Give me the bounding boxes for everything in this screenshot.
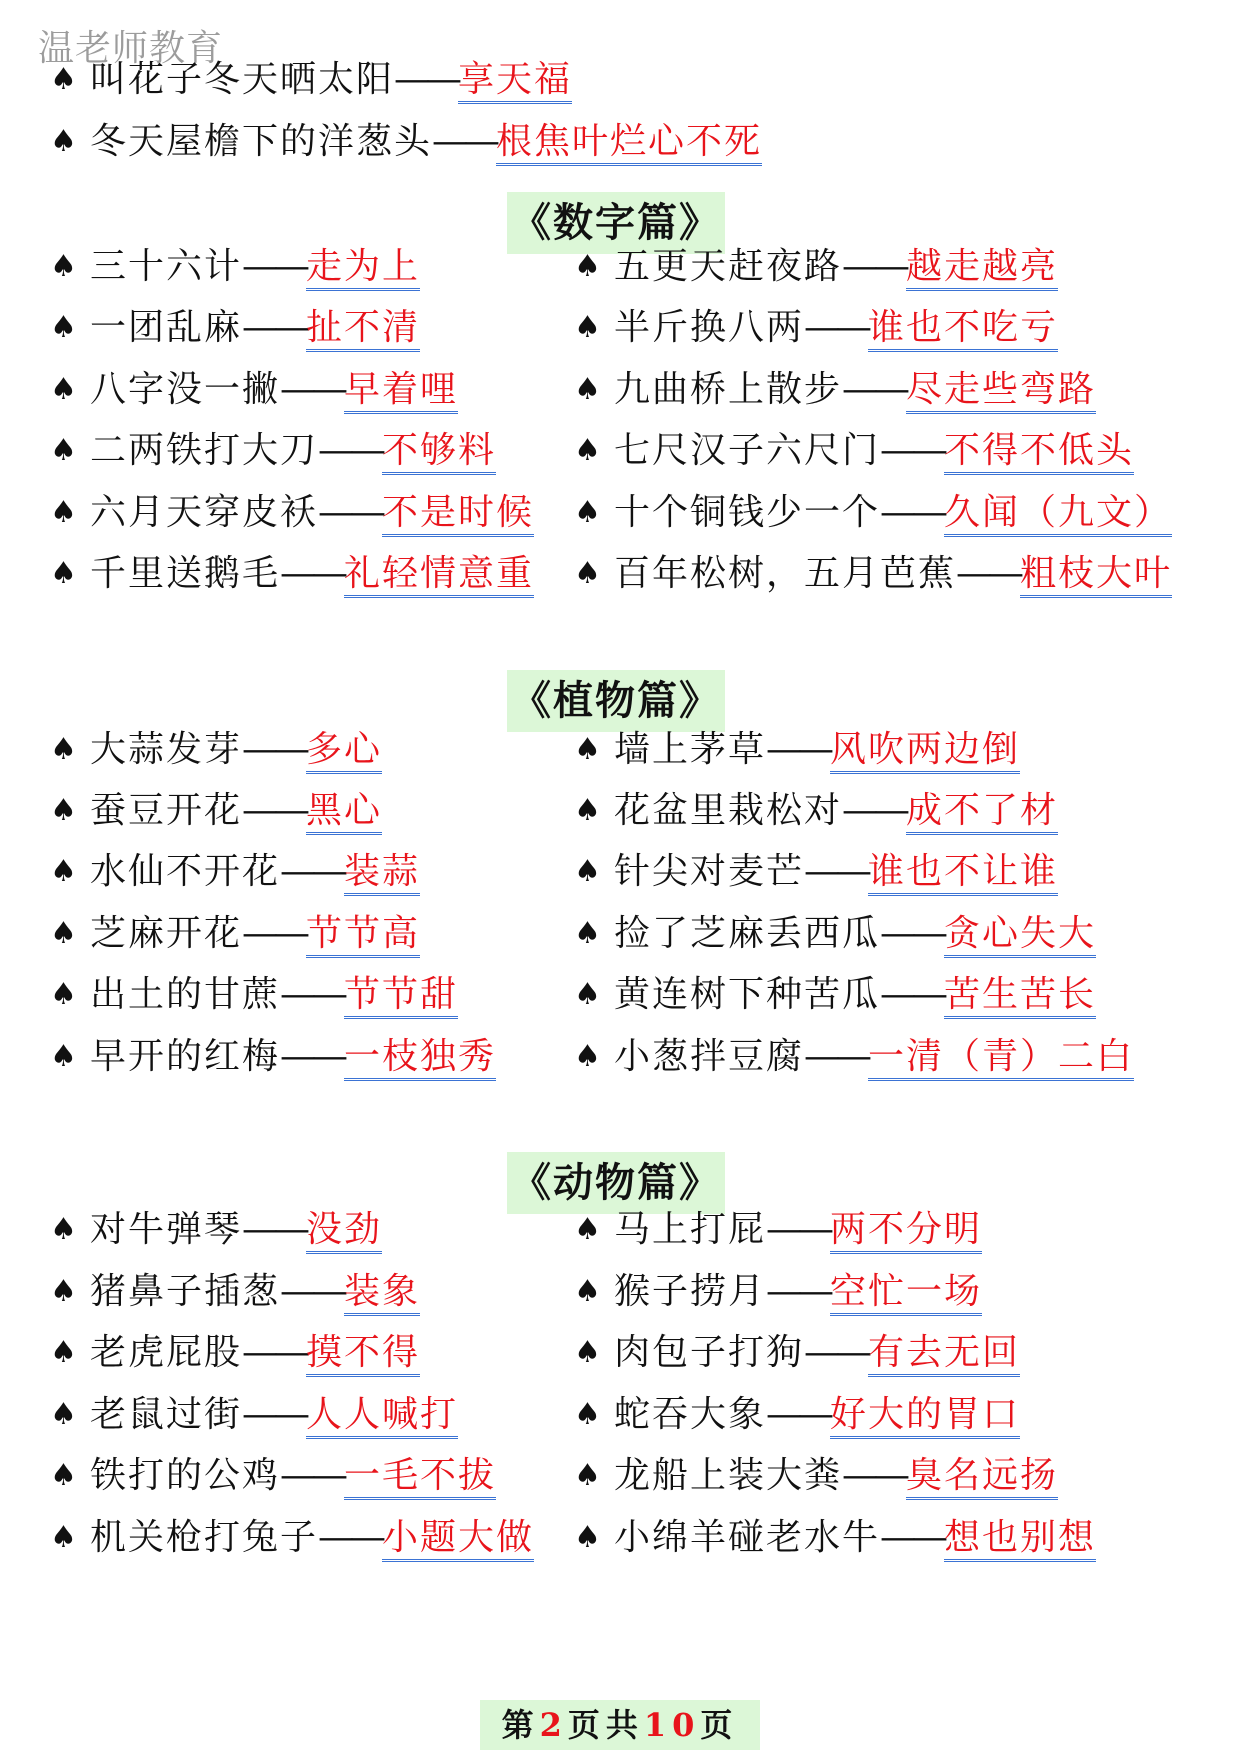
riddle-question: 大蒜发芽 — [90, 729, 243, 770]
dash-separator: —— — [804, 1332, 869, 1373]
riddle-item — [50, 852, 420, 892]
riddle-item — [574, 852, 1058, 892]
spade-icon: ♠ — [574, 916, 601, 951]
spade-icon: ♠ — [574, 854, 601, 889]
spade-icon: ♠ — [50, 495, 77, 530]
riddle-answer: 享天福 — [458, 59, 572, 104]
spade-icon: ♠ — [574, 495, 601, 530]
riddle-question: 二两铁打大刀 — [90, 430, 319, 471]
riddle-answer: 根焦叶烂心不死 — [496, 121, 762, 166]
riddle-item — [574, 1395, 1020, 1435]
riddle-answer: 礼轻情意重 — [344, 553, 534, 598]
riddle-answer: 一毛不拔 — [344, 1455, 496, 1500]
spade-icon: ♠ — [50, 1458, 77, 1493]
riddle-question: 七尺汉子六尺门 — [614, 430, 881, 471]
riddle-answer: 成不了材 — [906, 790, 1058, 835]
riddle-answer: 节节甜 — [344, 974, 458, 1019]
riddle-item — [574, 1518, 1096, 1558]
spade-icon: ♠ — [50, 1335, 77, 1370]
dash-separator: —— — [318, 430, 383, 471]
dash-separator: —— — [318, 1517, 383, 1558]
riddle-item — [50, 431, 496, 471]
riddle-item — [574, 370, 1096, 410]
riddle-question: 八字没一撇 — [90, 369, 281, 410]
riddle-question: 小绵羊碰老水牛 — [614, 1517, 881, 1558]
riddle-item — [50, 975, 458, 1015]
section-title: 《植物篇》 — [507, 670, 725, 732]
dash-separator: —— — [880, 430, 945, 471]
riddle-question: 蚕豆开花 — [90, 790, 243, 831]
dash-separator: —— — [242, 307, 307, 348]
riddle-question: 水仙不开花 — [90, 851, 281, 892]
riddle-answer: 小题大做 — [382, 1517, 534, 1562]
dash-separator: —— — [766, 1209, 831, 1250]
riddle-question: 百年松树，五月芭蕉 — [614, 553, 957, 594]
riddle-item — [50, 1518, 534, 1558]
total-pages: 10 — [643, 1706, 701, 1744]
riddle-answer: 谁也不让谁 — [868, 851, 1058, 896]
riddle-answer: 久闻（九文） — [944, 492, 1172, 537]
riddle-answer: 走为上 — [306, 246, 420, 291]
riddle-item — [574, 730, 1020, 770]
dash-separator: —— — [842, 246, 907, 287]
spade-icon: ♠ — [574, 249, 601, 284]
riddle-question: 黄连树下种苦瓜 — [614, 974, 881, 1015]
dash-separator: —— — [280, 369, 345, 410]
riddle-question: 出土的甘蔗 — [90, 974, 281, 1015]
riddle-item — [574, 1210, 982, 1250]
spade-icon: ♠ — [50, 1520, 77, 1555]
spade-icon: ♠ — [574, 1274, 601, 1309]
riddle-answer: 扯不清 — [306, 307, 420, 352]
footer-middle: 页共 — [567, 1706, 644, 1744]
riddle-item — [574, 914, 1096, 954]
riddle-question: 叫花子冬天晒太阳 — [90, 59, 395, 100]
riddle-question: 九曲桥上散步 — [614, 369, 843, 410]
riddle-item — [50, 247, 420, 287]
riddle-item — [574, 1037, 1134, 1077]
riddle-item — [50, 791, 382, 831]
riddle-question: 机关枪打兔子 — [90, 1517, 319, 1558]
riddle-item — [574, 308, 1058, 348]
riddle-answer: 早着哩 — [344, 369, 458, 414]
dash-separator: —— — [880, 913, 945, 954]
dash-separator: —— — [242, 1209, 307, 1250]
riddle-answer: 多心 — [306, 729, 382, 774]
riddle-item — [50, 1272, 420, 1312]
dash-separator: —— — [804, 307, 869, 348]
dash-separator: —— — [280, 1036, 345, 1077]
riddle-question: 马上打屁 — [614, 1209, 767, 1250]
page-number: 2 — [539, 1706, 568, 1744]
spade-icon: ♠ — [574, 310, 601, 345]
dash-separator: —— — [766, 1394, 831, 1435]
riddle-answer: 想也别想 — [944, 1517, 1096, 1562]
riddle-question: 肉包子打狗 — [614, 1332, 805, 1373]
dash-separator: —— — [880, 974, 945, 1015]
dash-separator: —— — [880, 1517, 945, 1558]
spade-icon: ♠ — [50, 62, 77, 97]
page-footer — [480, 1700, 760, 1750]
riddle-item — [50, 308, 420, 348]
riddle-answer: 空忙一场 — [830, 1271, 982, 1316]
riddle-question: 老虎屁股 — [90, 1332, 243, 1373]
section-title: 《动物篇》 — [507, 1152, 725, 1214]
dash-separator: —— — [280, 974, 345, 1015]
riddle-question: 墙上茅草 — [614, 729, 767, 770]
spade-icon: ♠ — [50, 249, 77, 284]
riddle-answer: 尽走些弯路 — [906, 369, 1096, 414]
dash-separator: —— — [280, 553, 345, 594]
dash-separator: —— — [242, 246, 307, 287]
spade-icon: ♠ — [50, 1212, 77, 1247]
riddle-answer: 不得不低头 — [944, 430, 1134, 475]
spade-icon: ♠ — [574, 1212, 601, 1247]
riddle-answer: 臭名远扬 — [906, 1455, 1058, 1500]
riddle-answer: 摸不得 — [306, 1332, 420, 1377]
dash-separator: —— — [804, 851, 869, 892]
riddle-item — [574, 1456, 1058, 1496]
riddle-answer: 一清（青）二白 — [868, 1036, 1134, 1081]
riddle-question: 猴子捞月 — [614, 1271, 767, 1312]
riddle-question: 冬天屋檐下的洋葱头 — [90, 121, 433, 162]
spade-icon: ♠ — [574, 556, 601, 591]
spade-icon: ♠ — [574, 1520, 601, 1555]
riddle-question: 一团乱麻 — [90, 307, 243, 348]
spade-icon: ♠ — [50, 916, 77, 951]
spade-icon: ♠ — [574, 1039, 601, 1074]
riddle-question: 半斤换八两 — [614, 307, 805, 348]
spade-icon: ♠ — [50, 1274, 77, 1309]
watermark: 温老师教育 — [38, 28, 224, 69]
riddle-answer: 没劲 — [306, 1209, 382, 1254]
riddle-item — [574, 791, 1058, 831]
spade-icon: ♠ — [50, 372, 77, 407]
dash-separator: —— — [242, 1394, 307, 1435]
spade-icon: ♠ — [50, 310, 77, 345]
spade-icon: ♠ — [50, 1039, 77, 1074]
section-title: 《数字篇》 — [507, 192, 725, 254]
spade-icon: ♠ — [574, 433, 601, 468]
riddle-question: 早开的红梅 — [90, 1036, 281, 1077]
spade-icon: ♠ — [574, 1397, 601, 1432]
riddle-answer: 装蒜 — [344, 851, 420, 896]
riddle-question: 五更天赶夜路 — [614, 246, 843, 287]
riddle-item — [574, 1272, 982, 1312]
riddle-item — [574, 975, 1096, 1015]
riddle-answer: 黑心 — [306, 790, 382, 835]
riddle-item — [50, 60, 572, 100]
dash-separator: —— — [842, 1455, 907, 1496]
spade-icon: ♠ — [50, 556, 77, 591]
riddle-question: 对牛弹琴 — [90, 1209, 243, 1250]
spade-icon: ♠ — [50, 124, 77, 159]
riddle-question: 蛇吞大象 — [614, 1394, 767, 1435]
riddle-question: 老鼠过街 — [90, 1394, 243, 1435]
dash-separator: —— — [842, 369, 907, 410]
riddle-item — [50, 554, 534, 594]
riddle-answer: 好大的胃口 — [830, 1394, 1020, 1439]
riddle-answer: 越走越亮 — [906, 246, 1058, 291]
dash-separator: —— — [880, 492, 945, 533]
spade-icon: ♠ — [50, 977, 77, 1012]
riddle-item — [50, 370, 458, 410]
dash-separator: —— — [766, 1271, 831, 1312]
dash-separator: —— — [394, 59, 459, 100]
riddle-question: 千里送鹅毛 — [90, 553, 281, 594]
spade-icon: ♠ — [574, 977, 601, 1012]
riddle-answer: 节节高 — [306, 913, 420, 958]
riddle-question: 猪鼻子插葱 — [90, 1271, 281, 1312]
riddle-item — [50, 1037, 496, 1077]
spade-icon: ♠ — [50, 433, 77, 468]
dash-separator: —— — [242, 790, 307, 831]
footer-suffix: 页 — [700, 1706, 739, 1744]
riddle-question: 龙船上装大粪 — [614, 1455, 843, 1496]
riddle-item — [574, 247, 1058, 287]
dash-separator: —— — [766, 729, 831, 770]
riddle-item — [574, 1333, 1020, 1373]
riddle-question: 六月天穿皮袄 — [90, 492, 319, 533]
riddle-item — [50, 1456, 496, 1496]
riddle-item — [50, 1395, 458, 1435]
spade-icon: ♠ — [50, 854, 77, 889]
riddle-answer: 不是时候 — [382, 492, 534, 537]
dash-separator: —— — [956, 553, 1021, 594]
spade-icon: ♠ — [574, 372, 601, 407]
riddle-item — [50, 122, 762, 162]
riddle-question: 小葱拌豆腐 — [614, 1036, 805, 1077]
riddle-answer: 风吹两边倒 — [830, 729, 1020, 774]
riddle-question: 捡了芝麻丢西瓜 — [614, 913, 881, 954]
riddle-item — [574, 431, 1134, 471]
riddle-answer: 装象 — [344, 1271, 420, 1316]
dash-separator: —— — [842, 790, 907, 831]
spade-icon: ♠ — [574, 1335, 601, 1370]
riddle-question: 芝麻开花 — [90, 913, 243, 954]
dash-separator: —— — [318, 492, 383, 533]
riddle-answer: 粗枝大叶 — [1020, 553, 1172, 598]
riddle-item — [50, 1210, 382, 1250]
dash-separator: —— — [242, 1332, 307, 1373]
riddle-answer: 两不分明 — [830, 1209, 982, 1254]
riddle-answer: 不够料 — [382, 430, 496, 475]
dash-separator: —— — [242, 913, 307, 954]
footer-prefix: 第 — [501, 1706, 540, 1744]
riddle-question: 十个铜钱少一个 — [614, 492, 881, 533]
riddle-item — [50, 730, 382, 770]
riddle-answer: 人人喊打 — [306, 1394, 458, 1439]
riddle-item — [50, 914, 420, 954]
riddle-answer: 苦生苦长 — [944, 974, 1096, 1019]
riddle-answer: 有去无回 — [868, 1332, 1020, 1377]
riddle-question: 花盆里栽松对 — [614, 790, 843, 831]
riddle-question: 三十六计 — [90, 246, 243, 287]
spade-icon: ♠ — [50, 732, 77, 767]
riddle-item — [574, 554, 1172, 594]
riddle-answer: 谁也不吃亏 — [868, 307, 1058, 352]
riddle-item — [50, 1333, 420, 1373]
dash-separator: —— — [432, 121, 497, 162]
dash-separator: —— — [280, 1455, 345, 1496]
dash-separator: —— — [280, 851, 345, 892]
spade-icon: ♠ — [50, 793, 77, 828]
riddle-answer: 贪心失大 — [944, 913, 1096, 958]
spade-icon: ♠ — [574, 732, 601, 767]
dash-separator: —— — [242, 729, 307, 770]
dash-separator: —— — [804, 1036, 869, 1077]
riddle-item — [574, 493, 1172, 533]
riddle-question: 铁打的公鸡 — [90, 1455, 281, 1496]
dash-separator: —— — [280, 1271, 345, 1312]
riddle-answer: 一枝独秀 — [344, 1036, 496, 1081]
spade-icon: ♠ — [50, 1397, 77, 1432]
riddle-question: 针尖对麦芒 — [614, 851, 805, 892]
spade-icon: ♠ — [574, 1458, 601, 1493]
spade-icon: ♠ — [574, 793, 601, 828]
riddle-item — [50, 493, 534, 533]
